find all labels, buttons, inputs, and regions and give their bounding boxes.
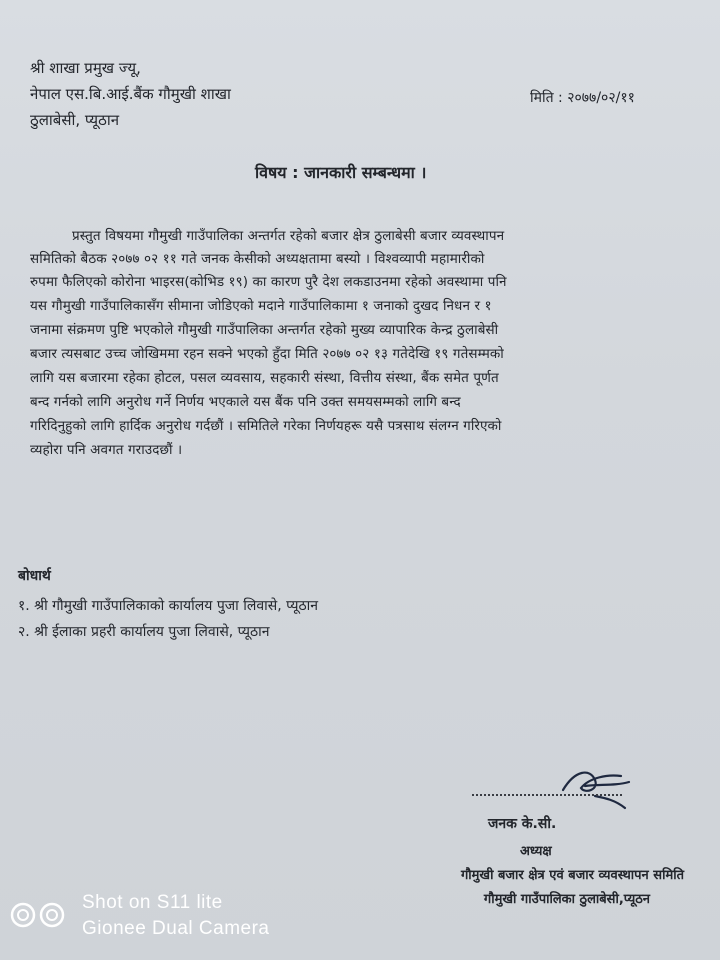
camera-watermark-line-2: Gionee Dual Camera — [82, 918, 270, 939]
recipient-line-3: ठुलाबेसी, प्यूठान — [30, 111, 120, 129]
cc-heading: बोधार्थ — [18, 568, 51, 584]
body-line: व्यहोरा पनि अवगत गराउदछौं । — [30, 442, 183, 458]
camera-watermark-line-1: Shot on S11 lite — [82, 892, 223, 913]
body-line: लागि यस बजारमा रहेका होटल, पसल व्यवसाय, सहकारी संस्था, वित्तीय संस्था, बैंक समेत पूर्णत — [30, 370, 499, 386]
letter-subject: विषय : जानकारी सम्बन्धमा । — [255, 163, 427, 182]
body-line: बजार त्यसबाट उच्च जोखिममा रहन सक्ने भएको हुँदा मिति २०७७ ०२ १३ गतेदेखि १९ गतेसम्मको — [30, 346, 504, 362]
signatory-organization: गौमुखी बजार क्षेत्र एवं बजार व्यवस्थापन समिति — [460, 868, 684, 883]
signatory-title: अध्यक्ष — [520, 844, 552, 859]
recipient-line-2: नेपाल एस.बि.आई.बैंक गौमुखी शाखा — [30, 85, 231, 103]
cc-item: १. श्री गौमुखी गाउँपालिकाको कार्यालय पुजा लिवासे, प्यूठान — [18, 598, 319, 614]
signatory-municipality: गौमुखी गाउँपालिका ठुलाबेसी,प्यूठन — [483, 892, 650, 907]
recipient-line-1: श्री शाखा प्रमुख ज्यू, — [30, 59, 141, 77]
cc-item: २. श्री ईलाका प्रहरी कार्यालय पुजा लिवासे, प्यूठान — [18, 624, 270, 640]
body-line: यस गौमुखी गाउँपालिकासँग सीमाना जोडिएको मदाने गाउँपालिकामा १ जनाको दुखद निधन र १ — [30, 298, 492, 314]
body-line: बन्द गर्नको लागि अनुरोध गर्ने निर्णय भएकाले यस बैंक पनि उक्त समयसम्मको लागि बन्द — [30, 394, 461, 410]
signatory-name: जनक के.सी. — [488, 816, 557, 832]
letter-date: मिति : २०७७/०२/११ — [530, 90, 635, 106]
body-line: रुपमा फैलिएको कोरोना भाइरस(कोभिड १९) का कारण पुरै देश लकडाउनमा रहेको अवस्थामा पनि — [30, 274, 507, 290]
body-line: जनामा संक्रमण पुष्टि भएकोले गौमुखी गाउँपालिका अन्तर्गत रहेको मुख्य व्यापारिक केन्द्र ठुलाबेसी — [30, 322, 499, 338]
body-line: गरिदिनुहुको लागि हार्दिक अनुरोध गर्दछौं । समितिले गरेका निर्णयहरू यसै पत्रसाथ संलग्न गरिएको — [30, 418, 502, 434]
handwritten-signature — [555, 760, 635, 810]
body-line: समितिको बैठक २०७७ ०२ ११ गते जनक केसीको अध्यक्षतामा बस्यो । विश्वव्यापी महामारीको — [30, 251, 485, 267]
body-line: प्रस्तुत विषयमा गौमुखी गाउँपालिका अन्तर्गत रहेको बजार क्षेत्र ठुलाबेसी बजार व्यवस्थापन — [72, 228, 505, 244]
signature-line — [472, 794, 622, 796]
camera-watermark-icon — [10, 902, 72, 928]
